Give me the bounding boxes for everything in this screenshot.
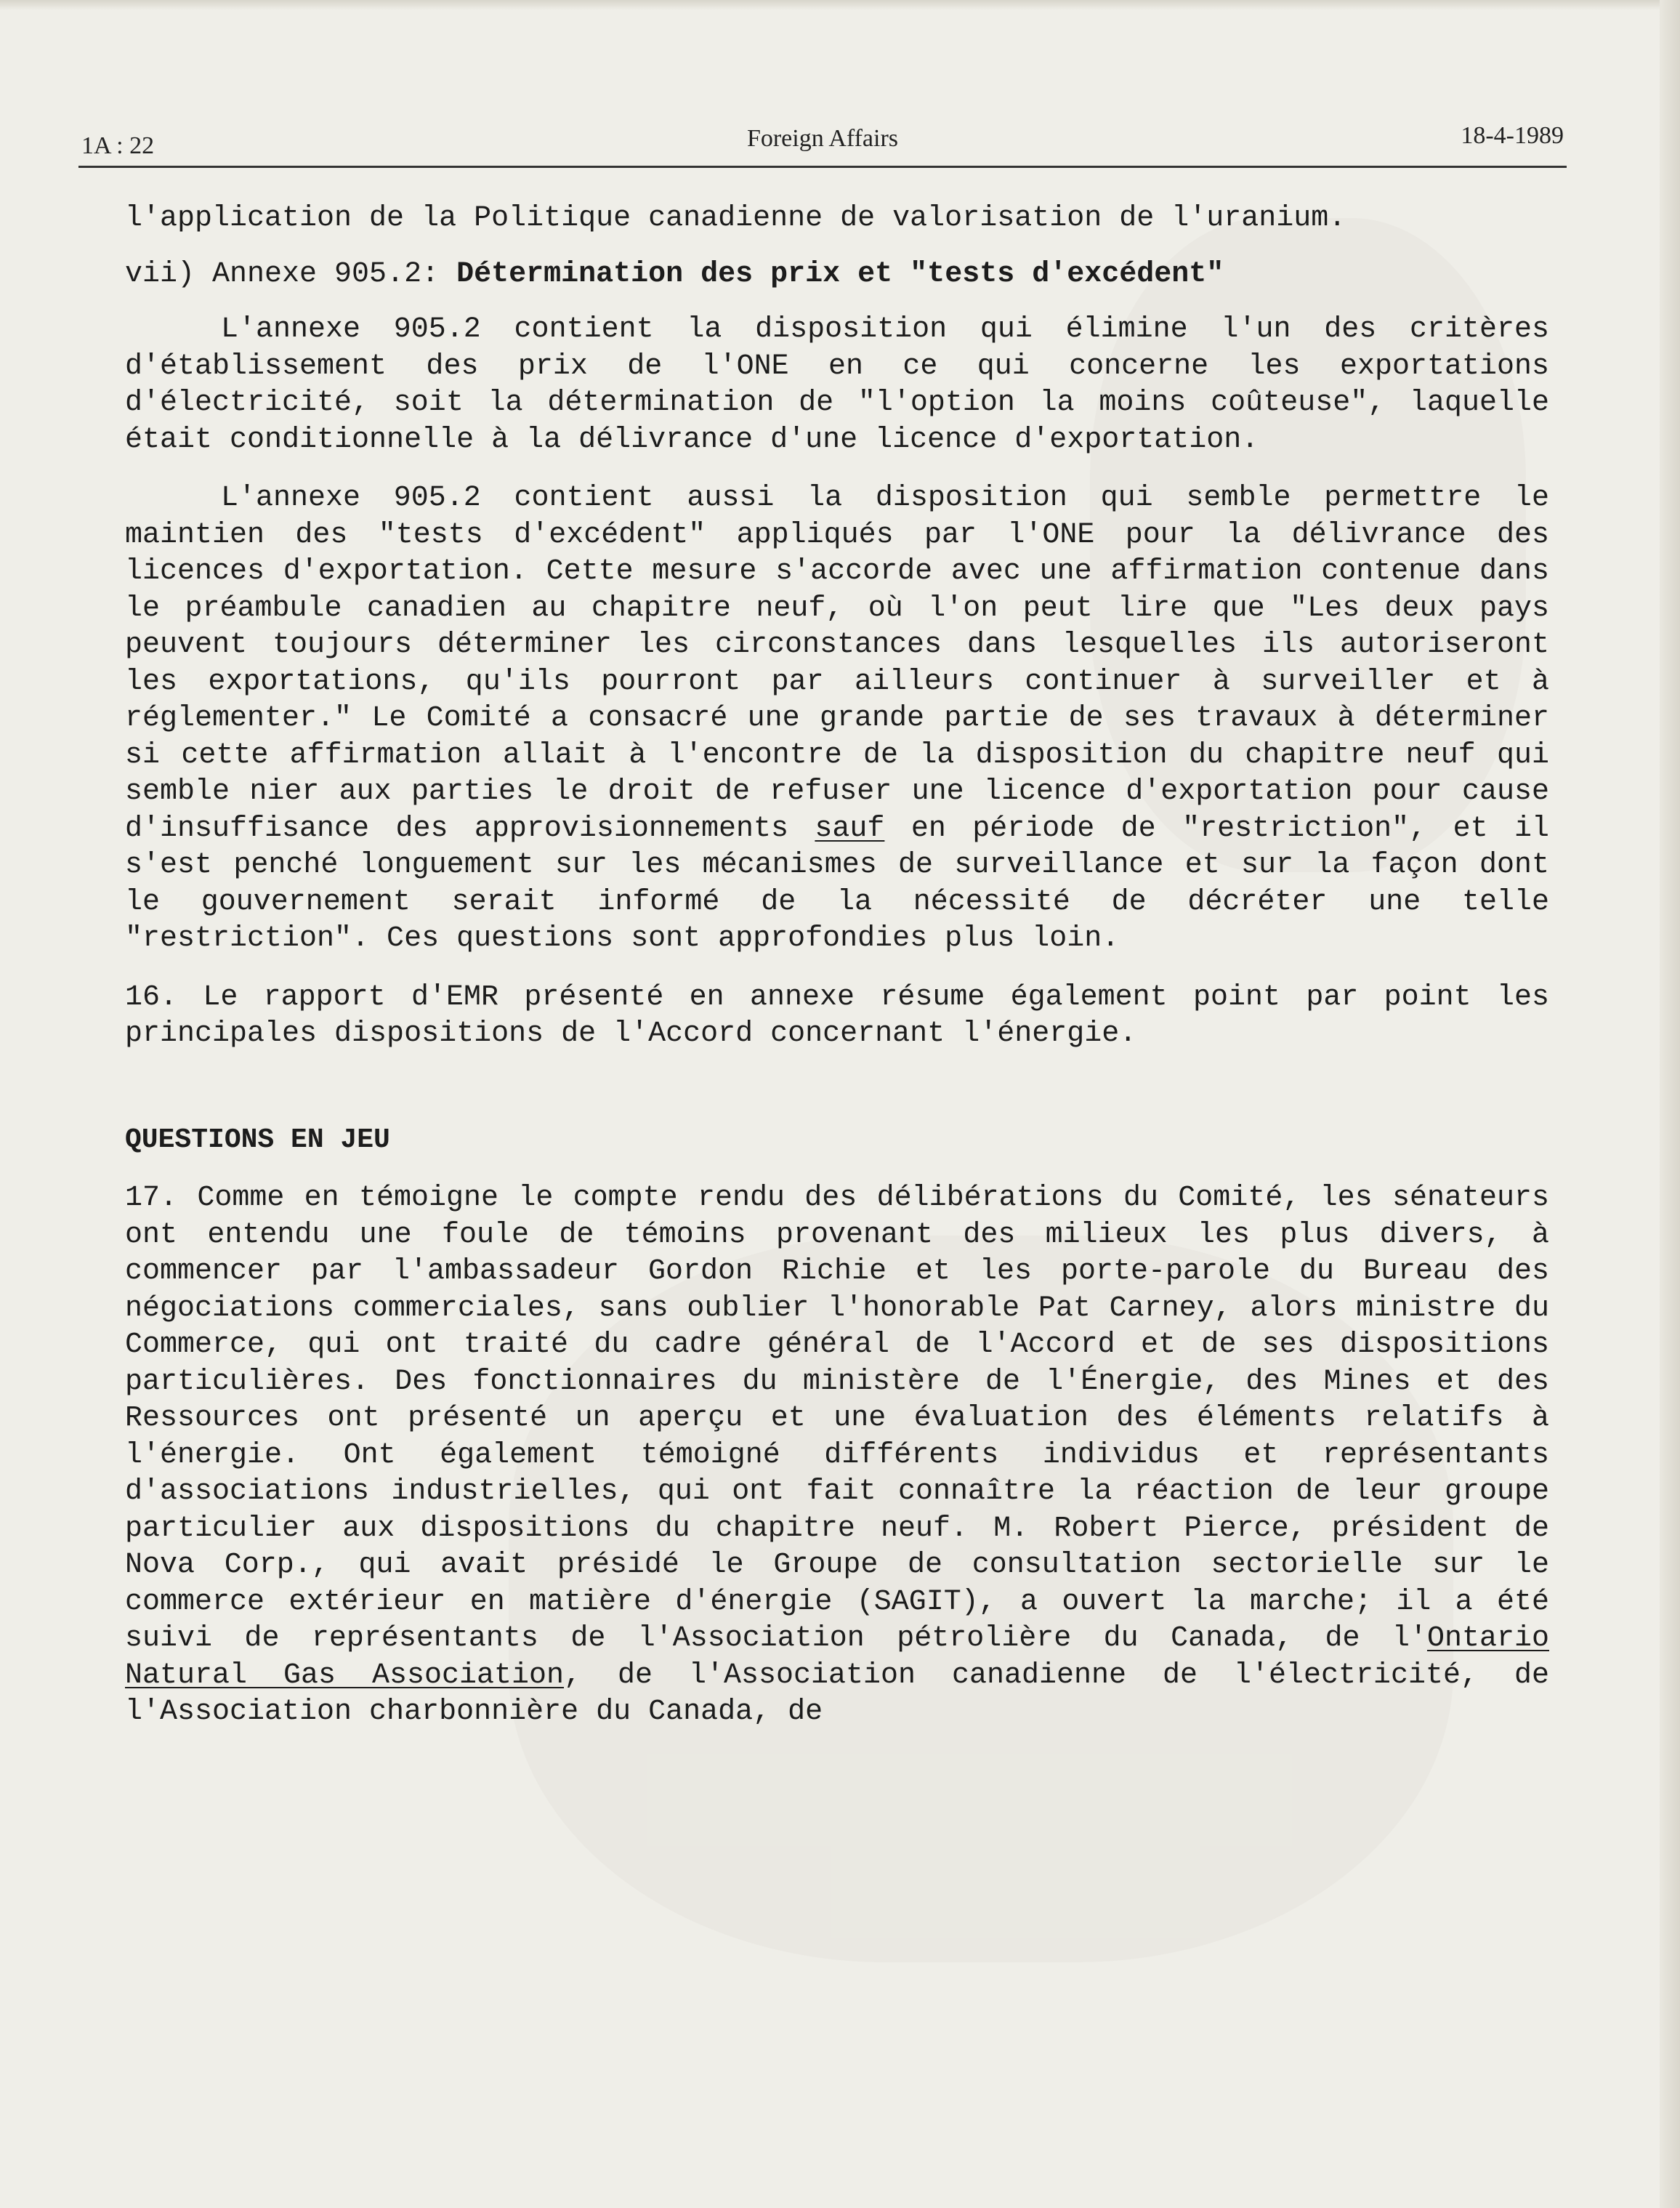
page-top-edge (0, 0, 1680, 10)
underlined-association-name: Ontario Natural Gas Association (125, 1622, 1549, 1692)
paragraph-annex-2-part-a: L'annexe 905.2 contient aussi la disposition qui semble permettre le maintien des "tests d'excédent" appliqués par l'ONE pour la délivrance des licences d'exportation. Cette mesure s'accorde avec une affirmation contenue dans le préambule canadien au chapitre neuf, où l'on peut lire que "Les deux pays peuvent toujours déterminer les circonstances dans lesquelles ils autoriseront les exportations, qu'ils pourront par ailleurs continuer à surveiller et à réglementer." Le Comité a consacré une grande partie de ses travaux à déterminer si cette affirmation allait à l'encontre de la disposition du chapitre neuf qui semble nier aux parties le droit de refuser une licence d'exportation pour cause d'insuffisance des approvisionnements (125, 482, 1549, 845)
page-number: 1A : 22 (81, 132, 155, 159)
section-heading: QUESTIONS EN JEU (125, 1124, 390, 1156)
issue-date: 18-4-1989 (1461, 122, 1564, 149)
paragraph-17-part-b: , de l'Association canadienne de l'électricité, de l'Association charbonnière du Canada, de (125, 1659, 1549, 1728)
journal-title: Foreign Affairs (746, 125, 899, 152)
paragraph-annex-2-part-b: en période de "restriction", et il s'est penché longuement sur les mécanismes de surveillance et sur la façon dont le gouvernement serait informé de la nécessité de décréter une telle "restriction". Ces questions sont approfondies plus loin. (125, 812, 1550, 955)
paragraph-continuation: l'application de la Politique canadienne de valorisation de l'uranium. (125, 202, 1346, 235)
running-head (81, 122, 1564, 166)
subsection-vii-title: Détermination des prix et "tests d'excédent" (456, 257, 1224, 291)
paragraph-17-part-a: 17. Comme en témoigne le compte rendu des délibérations du Comité, les sénateurs ont entendu une foule de témoins provenant des milieux les plus divers, à commencer par l'ambassadeur Gordon Richie et les porte-parole du Bureau des négociations commerciales, sans oublier l'honorable Pat Carney, alors ministre du Commerce, qui ont traité du cadre général de l'Accord et de ses dispositions particulières. Des fonctionnaires du ministère de l'Énergie, des Mines et des Ressources ont présenté un aperçu et une évaluation des éléments relatifs à l'énergie. Ont également témoigné différents individus et représentants d'associations industrielles, qui ont fait connaître la réaction de leur groupe particulier aux dispositions du chapitre neuf. M. Robert Pierce, président de Nova Corp., qui avait présidé le Groupe de consultation sectorielle sur le commerce extérieur en matière d'énergie (SAGIT), a ouvert la marche; il a été suivi de représentants de l'Association pétrolière du Canada, de l' (125, 1182, 1549, 1655)
paragraph-17 (125, 1180, 1549, 1731)
page-binding-edge (1660, 0, 1680, 2208)
body-text (125, 201, 1549, 1731)
paragraph-16: 16. Le rapport d'EMR présenté en annexe résume également point par point les principales dispositions de l'Accord concernant l'énergie. (125, 980, 1549, 1050)
paragraph-annex-2 (125, 480, 1549, 958)
subsection-vii-prefix: vii) Annexe 905.2: (125, 257, 457, 291)
subsection-vii-heading (125, 257, 1549, 294)
header-rule (78, 166, 1567, 168)
underlined-sauf: sauf (815, 812, 885, 845)
paragraph-annex-1: L'annexe 905.2 contient la disposition qui élimine l'un des critères d'établissement des prix de l'ONE en ce qui concerne les exportations d'électricité, soit la détermination de "l'option la moins coûteuse", laquelle était conditionnelle à la délivrance d'une licence d'exportation. (125, 313, 1549, 456)
